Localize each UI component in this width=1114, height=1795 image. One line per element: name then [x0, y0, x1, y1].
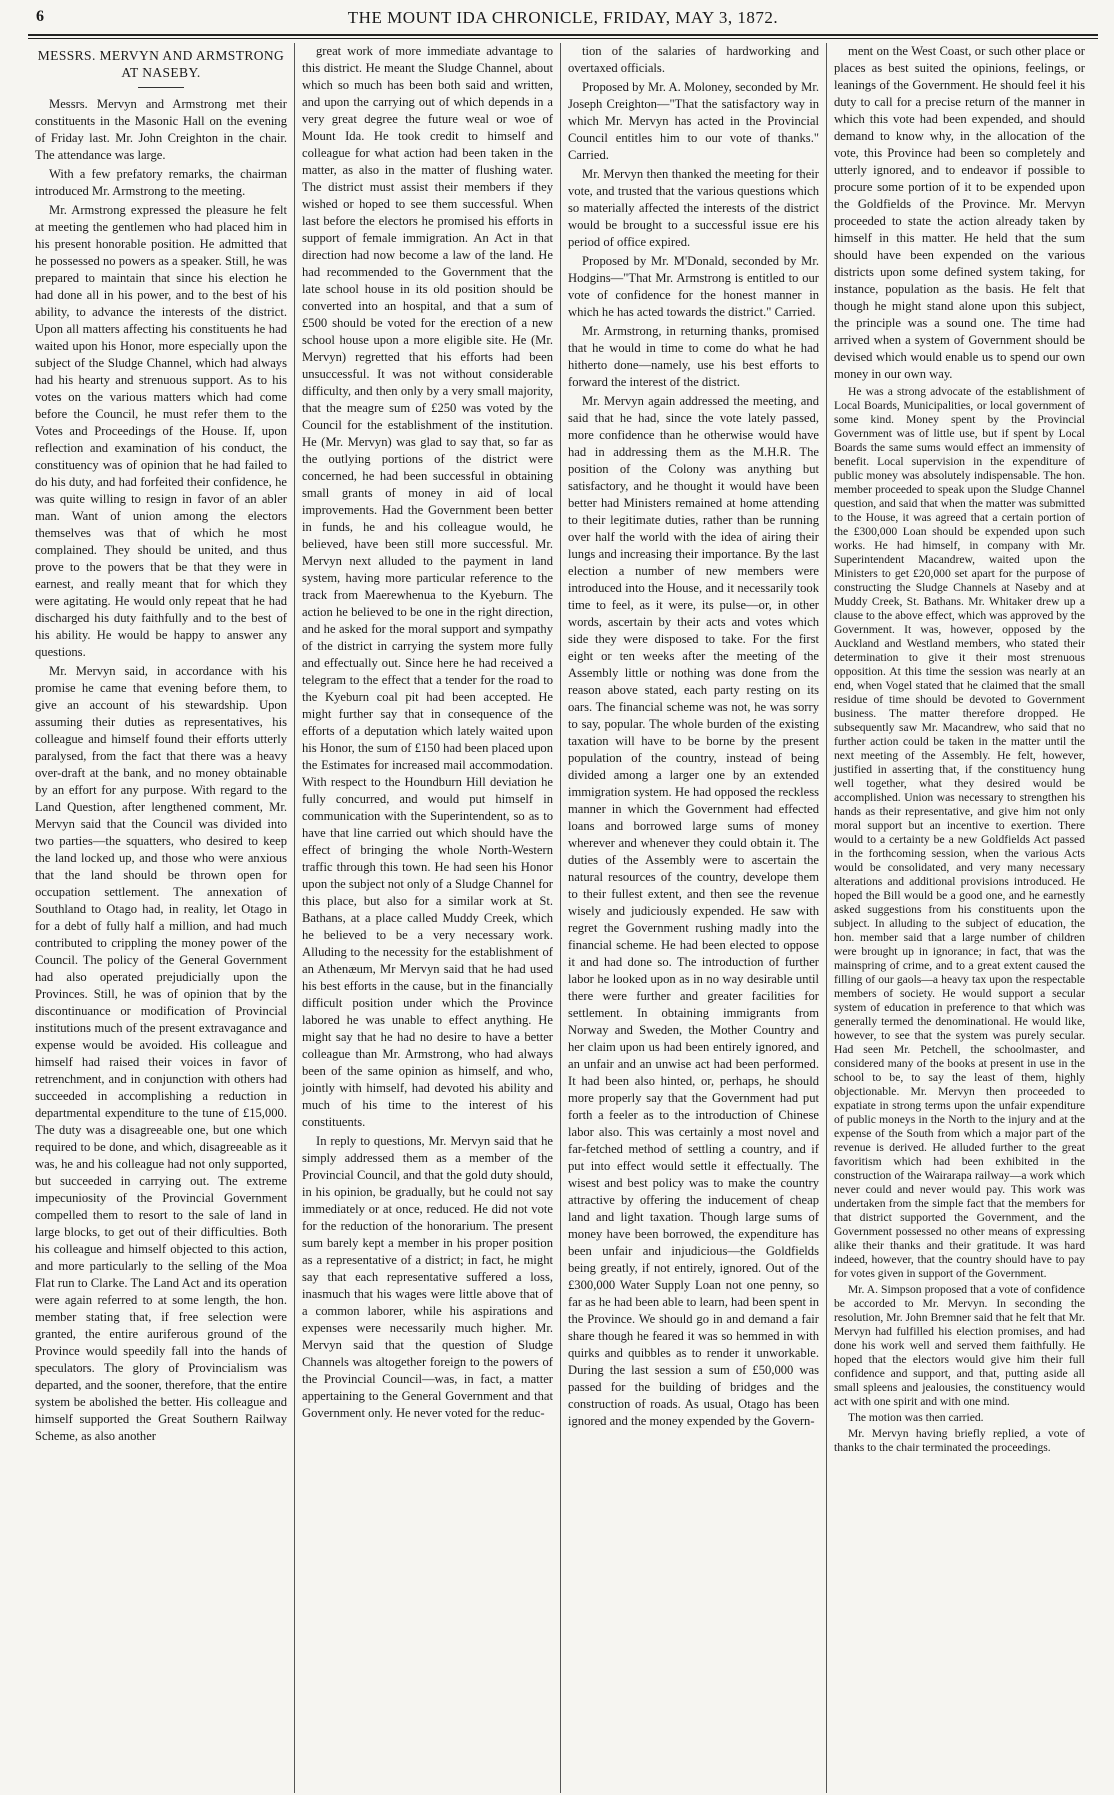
article-paragraph: With a few prefatory remarks, the chairman introduced Mr. Armstrong to the meeting. [35, 167, 287, 198]
article-paragraph: He was a strong advocate of the establishment of Local Boards, Municipalities, or local government of some kind. Money spent by the Provincial Government was of little use, but if spent by Local Boards the same sums would effect an immensity of benefit. Local supervision in the expenditure of public money was absolutely indispensable. The hon. member proceeded to speak upon the Sludge Channel question, and said that when the matter was submitted to the House, it was agreed that a certain portion of the £300,000 Loan should be expended upon such works. He had himself, in company with Mr. Superintendent Macandrew, waited upon the Ministers to get £20,000 set apart for the purpose of constructing the Sludge Channels at Naseby and at Muddy Creek, St. Bathans. Mr. Whitaker drew up a clause to the above effect, which was approved by the Government. It was, however, opposed by the Auckland and Westland members, who stated their determination to give it their most strenuous opposition. At this time the session was nearly at an end, when Vogel stated that he claimed that the small residue of time should be devoted to Government business. The matter therefore dropped. He subsequently saw Mr. Macandrew, who said that no further action could be taken in the matter until the next meeting of the Assembly. He felt, however, justified in asserting that, if the constituency hung well together, what they desired would be accomplished. Union was necessary to strengthen his hands as their representative, and give him not only moral support but an incentive to exertion. There would to a certainty be a new Goldfields Act passed in the forthcoming session, when the various Acts would be consolidated, and very many necessary alterations and additional provisions introduced. He hoped the Bill would be a good one, and he earnestly asked suggestions from his constituents upon the subject. In alluding to the subject of education, the hon. member said that a large number of children were brought up in ignorance; in fact, that was the mainspring of crime, and to a great extent caused the filling of our gaols—a heavy tax upon the respectable members of society. He would support a secular system of education in preference to that which was generally termed the denominational. He would like, however, to see that the system was purely secular. Had seen Mr. Petchell, the schoolmaster, and considered many of the books at present in use in the school to be, to say the least of them, highly objectionable. Mr. Mervyn then proceeded to expatiate in strong terms upon the unfair expenditure of public moneys in the North to the injury and at the expense of the South from which a major part of the revenue is derived. He alluded further to the great favoritism which had been exhibited in the construction of the Wairarapa railway—a work which never could and never would pay. This work was undertaken from the simple fact that the members for that district supported the Government, and the Government possessed no other means of expressing alike their thanks and their gratitude. It was hard indeed, however, that the country should have to pay for votes given in support of the Government. [834, 385, 1085, 1280]
article-paragraph: Mr. Armstrong, in returning thanks, promised that he would in time to come do what he had hitherto done—namely, use his best efforts to forward the interest of the district. [568, 324, 819, 389]
masthead-rule-thin [28, 38, 1098, 39]
column-4 [826, 43, 1092, 1793]
headline-rule [138, 87, 184, 88]
column-3-paragraphs [568, 43, 819, 1430]
column-2 [294, 43, 560, 1793]
article-columns [28, 43, 1098, 1793]
article-paragraph: Mr. Mervyn said, in accordance with his promise he came that evening before them, to give an account of his stewardship. Upon assuming their duties as representatives, his colleague and himself found their efforts utterly paralysed, from the fact that there was a heavy over-draft at the bank, and no money obtainable by an effort for any purpose. With regard to the Land Question, after lengthened comment, Mr. Mervyn said that the Council was divided into two parties—the squatters, who desired to keep the land locked up, and those who were anxious that the land should be thrown open for occupation settlement. The annexation of Southland to Otago had, in reality, let Otago in for a debt of fully half a million, and had much contributed to crippling the money power of the Council. The policy of the General Government had also operated prejudicially upon the Provinces. Still, he was of opinion that by the discontinuance or modification of Provincial institutions much of the present extravagance and expense would be avoided. His colleague and himself had raised their voices in favor of retrenchment, and in conjunction with others had succeeded in accomplishing a reduction in departmental expenditure to the tune of £15,000. The duty was a disagreeable one, but one which required to be done, and which, disagreeable as it was, he and his colleague had not only supported, but succeeded in carrying out. The extreme impecuniosity of the Provincial Government compelled them to resort to the sale of land in large blocks, to get out of their difficulties. Both his colleague and himself objected to this action, and more particularly to the selling of the Moa Flat run to Clarke. The Land Act and its operation were again referred to at some length, the hon. member stating that, if free selection were granted, the entire auriferous ground of the Province would speedily fall into the hands of speculators. The glory of Provincialism was departed, and the sooner, therefore, that the entire system be abolished the better. His colleague and himself supported the Great Southern Railway Scheme, as also another [35, 664, 287, 1443]
article-paragraph: Mr. Armstrong expressed the pleasure he felt at meeting the gentlemen who had placed him in his present honorable position. He admitted that he possessed no powers as a speaker. Still, he was prepared to maintain that since his election he had done all in his power, and to the best of his ability, to advance the interests of the district. Upon all matters affecting his constituents he had waited upon his Honor, more especially upon the subject of the Sludge Channel, which had always had his hearty and strenuous support. As to his votes on the various matters which had come before the Council, he must refer them to the Votes and Proceedings of the House. If, upon reflection and examination of his conduct, the constituency was of opinion that he had failed to do his duty, and had forfeited their confidence, he was quite willing to resign in favor of an abler man. Want of union among the electors themselves was that of which he most complained. They should be united, and thus prove to the powers that be that they were in earnest, and really meant that for which they were agitating. He would only repeat that he had discharged his duty faithfully and to the best of his ability. He would be happy to answer any questions. [35, 203, 287, 659]
column-4-small-paragraphs [834, 385, 1085, 1455]
article-paragraph: The motion was then carried. [848, 1411, 984, 1424]
column-3 [560, 43, 826, 1793]
article-paragraph: tion of the salaries of hardworking and overtaxed officials. [568, 44, 819, 75]
column-1 [28, 43, 294, 1793]
article-paragraph: Mr. A. Simpson proposed that a vote of confidence be accorded to Mr. Mervyn. In seconding the resolution, Mr. John Bremner said that he felt that Mr. Mervyn had fulfilled his election promises, and had done his work well and served them faithfully. He hoped that the electors would give him their full confidence and support, and that, putting aside all small spleens and jealousies, the constituency would act with one spirit and with one mind. [834, 1283, 1085, 1408]
masthead-rule [28, 34, 1098, 36]
page-number: 6 [36, 8, 45, 25]
article-paragraph: In reply to questions, Mr. Mervyn said that he simply addressed them as a member of the Provincial Council, and that the gold duty should, in his opinion, be gradually, but he could not say immediately or at once, reduced. He did not vote for the reduction of the honorarium. The present sum barely kept a member in his proper position as a representative of a district; in fact, he might say that each representative suffered a loss, inasmuch that his wages were little above that of a common laborer, while his aspirations and expenses were necessarily much higher. Mr. Mervyn said that the question of Sludge Channels was altogether foreign to the powers of the Provincial Council—was, in fact, a matter appertaining to the General Government and that Government only. He never voted for the reduc- [302, 1134, 553, 1420]
column-1-paragraphs [35, 96, 287, 1445]
article-headline: MESSRS. MERVYN AND ARMSTRONG AT NASEBY. [37, 48, 285, 80]
article-paragraph: Proposed by Mr. M'Donald, seconded by Mr. Hodgins—"That Mr. Armstrong is entitled to our vote of confidence for the honest manner in which he has acted towards the district." Carried. [568, 254, 819, 319]
article-paragraph: Mr. Mervyn having briefly replied, a vote of thanks to the chair terminated the proceedings. [834, 1427, 1085, 1454]
masthead [28, 8, 1098, 30]
article-paragraph: Mr. Mervyn then thanked the meeting for their vote, and trusted that the various questions which so materially affected the interests of the district would be brought to a successful issue ere his period of office expired. [568, 167, 819, 249]
article-paragraph: Mr. Mervyn again addressed the meeting, and said that he had, since the vote lately passed, more confidence than he otherwise would have had in addressing them as the M.H.R. The position of the Colony was anything but satisfactory, and he thought it would have been better had Ministers remained at home attending to their legitimate duties, rather than be running over half the world with the idea of airing their lungs and increasing their importance. By the last election a number of new members were introduced into the House, and it necessarily took time to feel, as it were, its pulse—or, in other words, ascertain by their acts and votes which side they were disposed to take. For the first eight or ten weeks after the meeting of the Assembly little or nothing was done from the reason above stated, each party resting on its oars. The financial scheme was not, he was sorry to say, popular. The whole burden of the existing taxation will have to be borne by the present population of the country, instead of being divided among a larger one by an extended immigration system. He had opposed the reckless manner in which the Government had effected loans and borrowed large sums of money wherever and whenever they could obtain it. The duties of the Assembly were to ascertain the natural resources of the country, develope them to their fullest extent, and then see the revenue wisely and judiciously expended. He saw with regret the Government rushing madly into the financial scheme. He had been elected to oppose it and had done so. The introduction of further labor he looked upon as in no way desirable until there were further and greater facilities for settlement. In obtaining immigrants from Norway and Sweden, the Mother Country and her claim upon us had been entirely ignored, and an unfair and an unwise act had been performed. It had been also hinted, or, perhaps, he should more properly say that the Government had put forth a feeler as to the introduction of Chinese labor also. This was certainly a most novel and far-fetched method of settling a country, and if put into effect would settle it effectually. The wisest and best policy was to make the country attractive by offering the inducement of cheap land and light taxation. Though large sums of money have been borrowed, the expenditure has been unfair and injudicious—the Goldfields being greatly, if not entirely, ignored. Out of the £300,000 Water Supply Loan not one penny, so far as he had been able to learn, had been spent in the Province. We should go in and demand a fair share though he feared it was so hemmed in with quirks and quibbles as to render it unworkable. During the last session a sum of £50,000 was passed for the building of bridges and the construction of roads. As usual, Otago has been ignored and the money expended by the Govern- [568, 394, 819, 1428]
article-paragraph: Messrs. Mervyn and Armstrong met their constituents in the Masonic Hall on the evening of Friday last. Mr. John Creighton in the chair. The attendance was large. [35, 97, 287, 162]
article-paragraph: great work of more immediate advantage to this district. He meant the Sludge Channel, about which so much has been both said and written, and upon the carrying out of which depends in a very great degree the future weal or woe of Mount Ida. He took credit to himself and colleague for what action had been taken in the matter, as also in the matter of flushing water. The district must assist their members if they wished or hoped to see them successful. When last before the electors he promised his efforts in support of female immigration. An Act in that direction had now become a law of the land. He had recommended to the Government that the late school house in its old position should be converted into an hospital, and that a sum of £500 should be voted for the erection of a new school house upon a more eligible site. He (Mr. Mervyn) regretted that his efforts had been unsuccessful. It was not without considerable difficulty, and then only by a very small majority, that the meagre sum of £250 was voted by the Council for the establishment of the institution. He (Mr. Mervyn) was glad to say that, so far as the outlying portions of the district were concerned, he had been successful in obtaining small grants of money in aid of local improvements. Had the Government been better in funds, he and his colleague would, he believed, have been still more successful. Mr. Mervyn next alluded to the payment in land system, having more particular reference to the track from Maerewhenua to the Kyeburn. The action he believed to be one in the right direction, and he asked for the moral support and sympathy of the district in carrying the system more fully and effectually out. Since here he had received a telegram to the effect that a tender for the road to the Kyeburn coal pit had been accepted. He might further say that in consequence of the efforts of a deputation which lately waited upon his Honor, the sum of £150 had been placed upon the Estimates for increased mail accommodation. With respect to the Houndburn Hill deviation he fully concurred, and would put himself in communication with the Superintendent, so as to have that line carried out which should have the effect of bringing the whole North-Western traffic through this town. He had seen his Honor upon the subject not only of a Sludge Channel for this place, but also for a similar work at St. Bathans, at a place called Muddy Creek, which he believed to be a very necessary work. Alluding to the necessity for the establishment of an Athenæum, Mr Mervyn said that he had used his best efforts in the cause, but in the financially difficult position under which the Province labored he was unable to effect anything. He might say that he had no desire to have a better colleague than Mr. Armstrong, who had always been of the same opinion as himself, and who, jointly with himself, had devoted his ability and much of his time to the interest of his constituents. [302, 44, 553, 1129]
column-4-paragraphs [834, 43, 1085, 383]
column-2-paragraphs [302, 43, 553, 1422]
article-paragraph: Proposed by Mr. A. Moloney, seconded by Mr. Joseph Creighton—"That the satisfactory way in which Mr. Mervyn has acted in the Provincial Council entitles him to our vote of thanks." Carried. [568, 80, 819, 162]
article-paragraph: ment on the West Coast, or such other place or places as best suited the opinions, feelings, or leanings of the Government. He should feel it his duty to call for a precise return of the manner in which this vote had been expended, and should demand to know why, in the allocation of the vote, this Province had been so completely and utterly ignored, and to endeavor if possible to procure some portion of it to be expended upon the Goldfields of the Province. Mr. Mervyn proceeded to state the action already taken by himself in this matter. He held that the sum should have been expended on the various districts upon some defined system taking, for instance, population as the basis. He felt that though he might stand alone upon this subject, the principle was a sound one. The time had arrived when a system of Government should be devised which would enable us to spend our own money in our own way. [834, 44, 1085, 381]
newspaper-title: THE MOUNT IDA CHRONICLE, FRIDAY, MAY 3, 1872. [347, 8, 779, 27]
